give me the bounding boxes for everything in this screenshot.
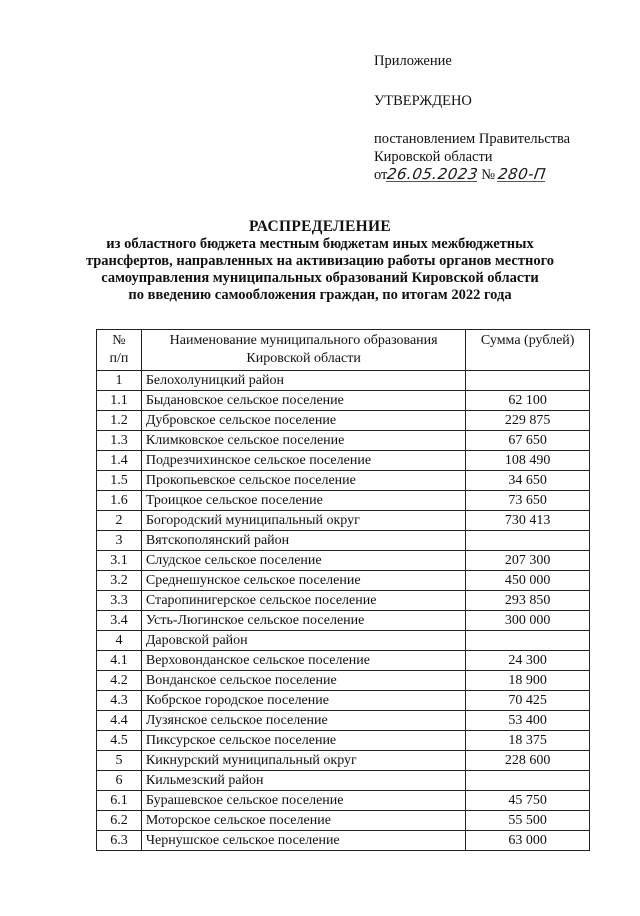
table-row	[97, 611, 590, 631]
table-row	[97, 811, 590, 831]
distribution-table	[96, 329, 590, 851]
row-number: 6.3	[97, 831, 142, 851]
row-sum: 293 850	[466, 591, 590, 611]
row-number: 1.1	[97, 391, 142, 411]
header-name-line1: Наименование муниципального образования	[169, 333, 438, 348]
row-name: Слудское сельское поселение	[141, 551, 465, 571]
row-sum	[466, 771, 590, 791]
row-sum: 55 500	[466, 811, 590, 831]
handwritten-date: 26.05.2023	[386, 165, 480, 183]
row-name: Верховонданское сельское поселение	[141, 651, 465, 671]
row-name: Кильмезский район	[141, 771, 465, 791]
appendix-label: Приложение	[374, 53, 452, 69]
row-number: 5	[97, 751, 142, 771]
row-number: 3.3	[97, 591, 142, 611]
title-line-3: самоуправления муниципальных образований Кировской области	[101, 270, 539, 286]
approval-block	[374, 52, 624, 184]
table-body	[97, 371, 590, 851]
table-row	[97, 691, 590, 711]
header-num-line1: №	[112, 333, 126, 348]
table-row	[97, 511, 590, 531]
row-name: Бурашевское сельское поселение	[141, 791, 465, 811]
row-sum: 24 300	[466, 651, 590, 671]
row-name: Усть-Люгинское сельское поселение	[141, 611, 465, 631]
row-number: 4	[97, 631, 142, 651]
row-number: 6	[97, 771, 142, 791]
table-row	[97, 831, 590, 851]
row-name: Климковское сельское поселение	[141, 431, 465, 451]
table-row	[97, 551, 590, 571]
row-number: 3	[97, 531, 142, 551]
row-sum	[466, 631, 590, 651]
table-row	[97, 751, 590, 771]
decree-line-2: Кировской области	[374, 149, 493, 165]
header-name	[141, 330, 465, 371]
row-sum: 730 413	[466, 511, 590, 531]
row-name: Среднешунское сельское поселение	[141, 571, 465, 591]
title-line-1: из областного бюджета местным бюджетам иных межбюджетных	[106, 236, 534, 252]
row-number: 1.4	[97, 451, 142, 471]
table-row	[97, 371, 590, 391]
table-row	[97, 471, 590, 491]
row-name: Старопинигерское сельское поселение	[141, 591, 465, 611]
row-sum: 450 000	[466, 571, 590, 591]
row-name: Моторское сельское поселение	[141, 811, 465, 831]
row-number: 1.3	[97, 431, 142, 451]
header-sum: Сумма (рублей)	[466, 330, 590, 371]
row-name: Белохолуницкий район	[141, 371, 465, 391]
row-number: 4.2	[97, 671, 142, 691]
row-sum: 45 750	[466, 791, 590, 811]
decree-line-1: постановлением Правительства	[374, 131, 571, 147]
row-name: Чернушское сельское поселение	[141, 831, 465, 851]
table-row	[97, 491, 590, 511]
row-sum: 34 650	[466, 471, 590, 491]
approved-label: УТВЕРЖДЕНО	[374, 93, 472, 109]
row-name: Быдановское сельское поселение	[141, 391, 465, 411]
table-header-row	[97, 330, 590, 371]
header-num	[97, 330, 142, 371]
table-row	[97, 591, 590, 611]
row-name: Вятскополянский район	[141, 531, 465, 551]
table-row	[97, 431, 590, 451]
row-sum: 63 000	[466, 831, 590, 851]
row-number: 1.5	[97, 471, 142, 491]
table-row	[97, 711, 590, 731]
title-line-2: трансфертов, направленных на активизацию работы органов местного	[85, 253, 555, 269]
row-number: 4.4	[97, 711, 142, 731]
row-sum: 62 100	[466, 391, 590, 411]
title-line-4: по введению самообложения граждан, по итогам 2022 года	[128, 287, 512, 303]
row-name: Лузянское сельское поселение	[141, 711, 465, 731]
row-sum	[466, 531, 590, 551]
row-sum: 70 425	[466, 691, 590, 711]
table-row	[97, 531, 590, 551]
date-prefix: от	[374, 167, 388, 183]
row-name: Кобрское городское поселение	[141, 691, 465, 711]
row-name: Подрезчихинское сельское поселение	[141, 451, 465, 471]
row-number: 6.1	[97, 791, 142, 811]
title-main: РАСПРЕДЕЛЕНИЕ	[249, 218, 391, 235]
row-name: Кикнурский муниципальный округ	[141, 751, 465, 771]
row-sum: 18 900	[466, 671, 590, 691]
row-name: Пиксурское сельское поселение	[141, 731, 465, 751]
header-name-line2: Кировской области	[246, 351, 361, 366]
table-row	[97, 391, 590, 411]
row-name: Прокопьевское сельское поселение	[141, 471, 465, 491]
number-sign: №	[481, 167, 496, 183]
row-number: 4.5	[97, 731, 142, 751]
table-row	[97, 451, 590, 471]
row-name: Дубровское сельское поселение	[141, 411, 465, 431]
row-sum: 53 400	[466, 711, 590, 731]
table-row	[97, 731, 590, 751]
row-number: 3.1	[97, 551, 142, 571]
table-row	[97, 791, 590, 811]
row-name: Богородский муниципальный округ	[141, 511, 465, 531]
handwritten-number: 280-П	[496, 165, 548, 183]
row-number: 1.2	[97, 411, 142, 431]
table-row	[97, 631, 590, 651]
table-row	[97, 671, 590, 691]
row-sum: 18 375	[466, 731, 590, 751]
row-sum: 229 875	[466, 411, 590, 431]
row-number: 6.2	[97, 811, 142, 831]
row-sum	[466, 371, 590, 391]
row-sum: 228 600	[466, 751, 590, 771]
row-number: 1	[97, 371, 142, 391]
header-num-line2: п/п	[109, 351, 129, 366]
table-row	[97, 571, 590, 591]
table-row	[97, 771, 590, 791]
document-title	[60, 218, 580, 304]
row-name: Вонданское сельское поселение	[141, 671, 465, 691]
table-row	[97, 411, 590, 431]
row-sum: 108 490	[466, 451, 590, 471]
row-number: 3.2	[97, 571, 142, 591]
row-sum: 73 650	[466, 491, 590, 511]
row-number: 4.1	[97, 651, 142, 671]
row-name: Даровской район	[141, 631, 465, 651]
decree-date-number	[374, 166, 624, 184]
row-number: 3.4	[97, 611, 142, 631]
row-sum: 300 000	[466, 611, 590, 631]
row-number: 1.6	[97, 491, 142, 511]
row-sum: 67 650	[466, 431, 590, 451]
row-number: 4.3	[97, 691, 142, 711]
row-sum: 207 300	[466, 551, 590, 571]
row-name: Троицкое сельское поселение	[141, 491, 465, 511]
table-row	[97, 651, 590, 671]
row-number: 2	[97, 511, 142, 531]
